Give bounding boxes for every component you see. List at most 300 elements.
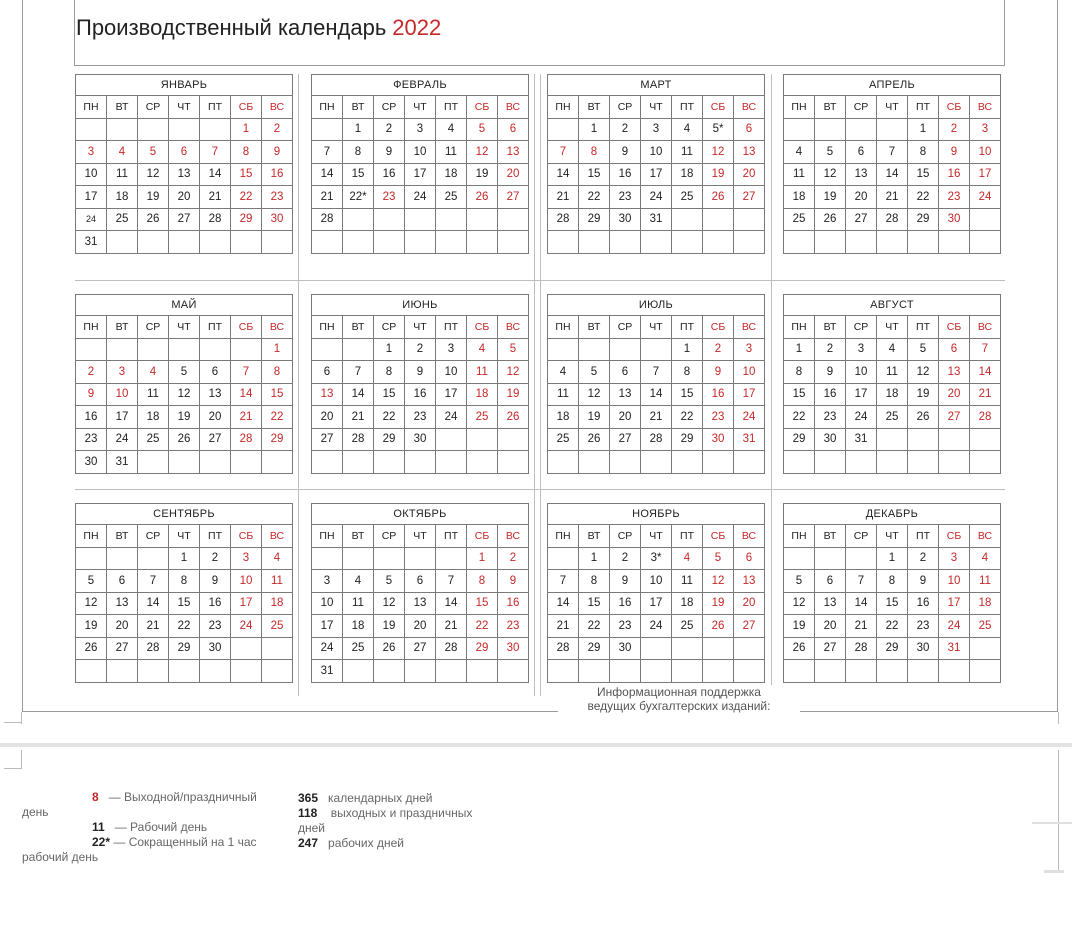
day-cell: 4 xyxy=(436,118,467,141)
day-cell: 11 xyxy=(784,163,815,186)
weekday-label: ВС xyxy=(970,316,1001,339)
day-cell: 18 xyxy=(467,383,498,406)
day-cell xyxy=(579,660,610,683)
day-cell: 16 xyxy=(76,406,107,429)
day-cell: 9 xyxy=(703,361,734,384)
day-cell: 24 xyxy=(641,615,672,638)
column-separator xyxy=(771,74,772,696)
day-cell: 8 xyxy=(169,570,200,593)
week-row xyxy=(784,615,1001,638)
day-cell: 1 xyxy=(231,118,262,141)
week-row xyxy=(76,208,293,231)
day-cell: 25 xyxy=(784,208,815,231)
day-cell: 5* xyxy=(703,118,734,141)
day-cell: 5 xyxy=(467,118,498,141)
day-cell: 2 xyxy=(405,338,436,361)
day-cell: 14 xyxy=(548,592,579,615)
weekday-label: ПТ xyxy=(908,316,939,339)
day-cell: 9 xyxy=(610,570,641,593)
day-cell xyxy=(138,451,169,474)
month-table xyxy=(783,294,1001,474)
day-cell xyxy=(548,231,579,254)
day-cell: 7 xyxy=(846,570,877,593)
day-cell: 21 xyxy=(231,406,262,429)
week-row xyxy=(76,361,293,384)
day-cell: 2 xyxy=(703,338,734,361)
day-cell: 28 xyxy=(846,637,877,660)
day-cell: 22 xyxy=(231,186,262,209)
corner-mark xyxy=(1058,750,1059,870)
day-cell: 9 xyxy=(200,570,231,593)
month-name: ЯНВАРЬ xyxy=(76,75,293,96)
month-table xyxy=(75,74,293,254)
day-cell: 30 xyxy=(815,428,846,451)
day-cell xyxy=(436,451,467,474)
weekday-label: ПН xyxy=(312,525,343,548)
day-cell: 11 xyxy=(343,592,374,615)
day-cell: 23 xyxy=(374,186,405,209)
day-cell xyxy=(231,231,262,254)
day-cell xyxy=(610,660,641,683)
day-cell: 14 xyxy=(846,592,877,615)
day-cell: 23 xyxy=(703,406,734,429)
day-cell xyxy=(374,231,405,254)
day-cell: 15 xyxy=(672,383,703,406)
day-cell: 17 xyxy=(641,163,672,186)
day-cell: 7 xyxy=(231,361,262,384)
day-cell: 8 xyxy=(579,570,610,593)
day-cell: 23 xyxy=(815,406,846,429)
day-cell xyxy=(312,231,343,254)
weekday-label: СБ xyxy=(703,96,734,119)
weekday-label: СР xyxy=(846,96,877,119)
day-cell xyxy=(703,451,734,474)
day-cell: 14 xyxy=(312,163,343,186)
weekday-label: ЧТ xyxy=(877,96,908,119)
day-cell xyxy=(374,208,405,231)
day-cell: 14 xyxy=(970,361,1001,384)
legend-holiday-sample: 8 xyxy=(92,790,99,804)
week-row xyxy=(76,118,293,141)
column-separator xyxy=(534,74,535,696)
day-cell: 6 xyxy=(498,118,529,141)
week-row xyxy=(76,186,293,209)
day-cell: 2 xyxy=(908,547,939,570)
week-row xyxy=(784,660,1001,683)
day-cell xyxy=(846,547,877,570)
day-cell: 19 xyxy=(498,383,529,406)
day-cell: 11 xyxy=(970,570,1001,593)
day-cell: 5 xyxy=(784,570,815,593)
day-cell: 6 xyxy=(107,570,138,593)
week-row xyxy=(312,163,529,186)
week-row xyxy=(548,637,765,660)
day-cell: 3 xyxy=(939,547,970,570)
week-row xyxy=(784,428,1001,451)
day-cell: 29 xyxy=(374,428,405,451)
corner-mark xyxy=(21,712,22,724)
weekday-header xyxy=(312,96,529,119)
day-cell: 28 xyxy=(970,406,1001,429)
weekday-label: СБ xyxy=(703,525,734,548)
day-cell: 31 xyxy=(312,660,343,683)
day-cell: 11 xyxy=(467,361,498,384)
day-cell xyxy=(405,208,436,231)
week-row xyxy=(548,231,765,254)
weekday-label: ВТ xyxy=(343,316,374,339)
month-table xyxy=(311,294,529,474)
day-cell: 25 xyxy=(262,615,293,638)
week-row xyxy=(312,231,529,254)
day-cell: 6 xyxy=(312,361,343,384)
weekday-label: ЧТ xyxy=(405,525,436,548)
day-cell: 27 xyxy=(734,186,765,209)
day-cell: 28 xyxy=(312,208,343,231)
weekday-label: ЧТ xyxy=(641,525,672,548)
day-cell: 1 xyxy=(877,547,908,570)
day-cell: 10 xyxy=(734,361,765,384)
corner-mark xyxy=(4,768,22,769)
day-cell xyxy=(200,338,231,361)
day-cell: 15 xyxy=(374,383,405,406)
day-cell: 20 xyxy=(405,615,436,638)
page-title xyxy=(76,15,441,41)
week-row xyxy=(76,547,293,570)
info-note-line1: Информационная поддержка xyxy=(597,685,761,699)
day-cell xyxy=(107,660,138,683)
legend-holiday xyxy=(92,790,257,804)
day-cell: 20 xyxy=(815,615,846,638)
week-row xyxy=(312,141,529,164)
day-cell: 25 xyxy=(672,186,703,209)
day-cell: 14 xyxy=(138,592,169,615)
day-cell: 30 xyxy=(610,637,641,660)
day-cell: 10 xyxy=(641,570,672,593)
weekday-label: ПН xyxy=(784,316,815,339)
weekday-label: СР xyxy=(610,316,641,339)
week-row xyxy=(548,186,765,209)
day-cell: 25 xyxy=(877,406,908,429)
day-cell: 28 xyxy=(138,637,169,660)
weekday-label: ПН xyxy=(784,96,815,119)
day-cell: 26 xyxy=(76,637,107,660)
weekday-header xyxy=(548,316,765,339)
day-cell: 1 xyxy=(579,547,610,570)
month-12 xyxy=(783,503,1001,683)
day-cell: 5 xyxy=(374,570,405,593)
day-cell: 24 xyxy=(734,406,765,429)
day-cell: 26 xyxy=(138,208,169,231)
day-cell: 8 xyxy=(579,141,610,164)
day-cell xyxy=(548,451,579,474)
day-cell: 15 xyxy=(169,592,200,615)
day-cell xyxy=(262,451,293,474)
week-row xyxy=(784,570,1001,593)
day-cell xyxy=(169,231,200,254)
day-cell xyxy=(138,118,169,141)
day-cell: 2 xyxy=(498,547,529,570)
day-cell xyxy=(169,660,200,683)
legend-short-text: — Сокращенный на 1 час xyxy=(113,835,257,849)
day-cell: 22 xyxy=(784,406,815,429)
day-cell xyxy=(784,547,815,570)
day-cell: 22 xyxy=(672,406,703,429)
day-cell xyxy=(939,231,970,254)
day-cell: 29 xyxy=(467,637,498,660)
weekday-label: ВС xyxy=(970,96,1001,119)
day-cell: 13 xyxy=(734,570,765,593)
day-cell: 27 xyxy=(312,428,343,451)
day-cell: 12 xyxy=(498,361,529,384)
day-cell: 20 xyxy=(846,186,877,209)
week-row xyxy=(548,361,765,384)
day-cell: 19 xyxy=(908,383,939,406)
month-name: МАЙ xyxy=(76,295,293,316)
weekday-label: ПТ xyxy=(436,525,467,548)
weekday-label: ПТ xyxy=(436,96,467,119)
day-cell: 22 xyxy=(908,186,939,209)
day-cell: 10 xyxy=(405,141,436,164)
day-cell xyxy=(734,637,765,660)
day-cell: 27 xyxy=(169,208,200,231)
day-cell: 23 xyxy=(939,186,970,209)
day-cell: 21 xyxy=(641,406,672,429)
day-cell: 2 xyxy=(610,547,641,570)
day-cell: 18 xyxy=(784,186,815,209)
day-cell: 16 xyxy=(939,163,970,186)
day-cell xyxy=(436,208,467,231)
day-cell xyxy=(138,338,169,361)
stat-offdays-cont: дней xyxy=(298,821,326,835)
day-cell: 2 xyxy=(610,118,641,141)
day-cell: 20 xyxy=(200,406,231,429)
week-row xyxy=(312,637,529,660)
day-cell: 10 xyxy=(76,163,107,186)
month-7 xyxy=(547,294,765,474)
month-table xyxy=(783,74,1001,254)
week-row xyxy=(548,451,765,474)
day-cell: 6 xyxy=(610,361,641,384)
day-cell xyxy=(405,547,436,570)
day-cell: 11 xyxy=(138,383,169,406)
day-cell: 13 xyxy=(107,592,138,615)
day-cell: 4 xyxy=(784,141,815,164)
day-cell: 10 xyxy=(107,383,138,406)
day-cell xyxy=(939,451,970,474)
day-cell xyxy=(846,451,877,474)
day-cell: 27 xyxy=(107,637,138,660)
day-cell: 10 xyxy=(436,361,467,384)
day-cell: 7 xyxy=(200,141,231,164)
day-cell: 7 xyxy=(312,141,343,164)
day-cell xyxy=(908,231,939,254)
day-cell xyxy=(672,231,703,254)
weekday-header xyxy=(76,525,293,548)
month-11 xyxy=(547,503,765,683)
day-cell: 8 xyxy=(908,141,939,164)
weekday-label: ПТ xyxy=(672,96,703,119)
weekday-label: ЧТ xyxy=(641,316,672,339)
day-cell xyxy=(734,231,765,254)
day-cell: 20 xyxy=(734,163,765,186)
day-cell: 6 xyxy=(200,361,231,384)
day-cell: 8 xyxy=(877,570,908,593)
week-row xyxy=(784,361,1001,384)
corner-mark xyxy=(1032,822,1072,824)
weekday-label: СР xyxy=(846,525,877,548)
weekday-label: ПТ xyxy=(200,316,231,339)
week-row xyxy=(76,406,293,429)
day-cell: 30 xyxy=(610,208,641,231)
week-row xyxy=(76,231,293,254)
month-table xyxy=(75,294,293,474)
day-cell: 6 xyxy=(846,141,877,164)
day-cell: 25 xyxy=(970,615,1001,638)
weekday-label: ЧТ xyxy=(169,316,200,339)
day-cell: 3 xyxy=(312,570,343,593)
day-cell: 1 xyxy=(169,547,200,570)
day-cell: 10 xyxy=(641,141,672,164)
weekday-label: ВС xyxy=(498,96,529,119)
weekday-label: ЧТ xyxy=(169,96,200,119)
day-cell: 13 xyxy=(815,592,846,615)
weekday-label: СБ xyxy=(231,525,262,548)
day-cell: 3 xyxy=(436,338,467,361)
day-cell: 26 xyxy=(579,428,610,451)
day-cell: 1 xyxy=(784,338,815,361)
day-cell: 8 xyxy=(467,570,498,593)
day-cell: 24 xyxy=(846,406,877,429)
day-cell: 15 xyxy=(877,592,908,615)
day-cell: 13 xyxy=(405,592,436,615)
month-name: ИЮЛЬ xyxy=(548,295,765,316)
week-row xyxy=(76,592,293,615)
day-cell xyxy=(579,338,610,361)
day-cell: 21 xyxy=(548,615,579,638)
week-row xyxy=(548,118,765,141)
weekday-label: ПН xyxy=(76,316,107,339)
day-cell: 4 xyxy=(343,570,374,593)
day-cell: 28 xyxy=(548,637,579,660)
stat-offdays-text: выходных и праздничных xyxy=(330,806,473,820)
day-cell: 13 xyxy=(610,383,641,406)
day-cell: 3 xyxy=(107,361,138,384)
day-cell: 27 xyxy=(846,208,877,231)
day-cell xyxy=(107,231,138,254)
day-cell xyxy=(467,231,498,254)
day-cell: 21 xyxy=(436,615,467,638)
day-cell xyxy=(641,231,672,254)
day-cell: 6 xyxy=(815,570,846,593)
day-cell xyxy=(672,660,703,683)
day-cell: 22 xyxy=(262,406,293,429)
day-cell: 17 xyxy=(231,592,262,615)
day-cell: 23 xyxy=(610,615,641,638)
weekday-label: ПН xyxy=(312,316,343,339)
day-cell: 30 xyxy=(405,428,436,451)
day-cell: 9 xyxy=(939,141,970,164)
day-cell: 5 xyxy=(703,547,734,570)
month-name: СЕНТЯБРЬ xyxy=(76,504,293,525)
week-row xyxy=(312,186,529,209)
day-cell: 14 xyxy=(343,383,374,406)
legend-holiday-text: — Выходной/праздничный xyxy=(108,790,257,804)
day-cell: 1 xyxy=(579,118,610,141)
day-cell: 17 xyxy=(436,383,467,406)
week-row xyxy=(312,361,529,384)
day-cell: 8 xyxy=(262,361,293,384)
day-cell: 9 xyxy=(374,141,405,164)
day-cell xyxy=(374,660,405,683)
day-cell: 19 xyxy=(138,186,169,209)
day-cell: 17 xyxy=(734,383,765,406)
day-cell xyxy=(374,547,405,570)
week-row xyxy=(312,208,529,231)
day-cell: 1 xyxy=(262,338,293,361)
day-cell xyxy=(200,451,231,474)
week-row xyxy=(76,660,293,683)
day-cell xyxy=(815,547,846,570)
legend-short xyxy=(92,835,257,849)
day-cell: 24 xyxy=(641,186,672,209)
legend-holiday-cont: день xyxy=(22,805,49,819)
week-row xyxy=(548,208,765,231)
day-cell: 3 xyxy=(734,338,765,361)
day-cell: 9 xyxy=(908,570,939,593)
month-1 xyxy=(75,74,293,254)
weekday-label: ВТ xyxy=(343,525,374,548)
weekday-label: ВТ xyxy=(815,316,846,339)
day-cell: 20 xyxy=(312,406,343,429)
weekday-label: ВС xyxy=(734,525,765,548)
corner-mark xyxy=(1044,870,1064,873)
legend-short-sample: 22* xyxy=(92,835,111,849)
day-cell xyxy=(703,660,734,683)
weekday-label: СБ xyxy=(231,316,262,339)
day-cell: 18 xyxy=(343,615,374,638)
day-cell: 25 xyxy=(343,637,374,660)
day-cell: 20 xyxy=(169,186,200,209)
day-cell: 6 xyxy=(169,141,200,164)
day-cell xyxy=(231,338,262,361)
day-cell: 9 xyxy=(498,570,529,593)
day-cell: 18 xyxy=(436,163,467,186)
day-cell: 21 xyxy=(877,186,908,209)
day-cell: 28 xyxy=(200,208,231,231)
day-cell: 27 xyxy=(815,637,846,660)
column-separator xyxy=(298,74,299,696)
day-cell: 12 xyxy=(76,592,107,615)
day-cell xyxy=(734,208,765,231)
day-cell: 22 xyxy=(467,615,498,638)
week-row xyxy=(548,428,765,451)
week-row xyxy=(784,186,1001,209)
weekday-label: СБ xyxy=(939,316,970,339)
day-cell xyxy=(312,547,343,570)
day-cell: 9 xyxy=(815,361,846,384)
week-row xyxy=(784,163,1001,186)
day-cell xyxy=(467,428,498,451)
month-name: МАРТ xyxy=(548,75,765,96)
stat-calendar-days-num: 365 xyxy=(298,791,319,805)
stat-calendar-days-text: календарных дней xyxy=(328,791,433,805)
day-cell: 23 xyxy=(498,615,529,638)
weekday-label: ВС xyxy=(970,525,1001,548)
day-cell: 10 xyxy=(846,361,877,384)
day-cell xyxy=(610,451,641,474)
day-cell: 31 xyxy=(641,208,672,231)
weekday-label: ВС xyxy=(498,316,529,339)
